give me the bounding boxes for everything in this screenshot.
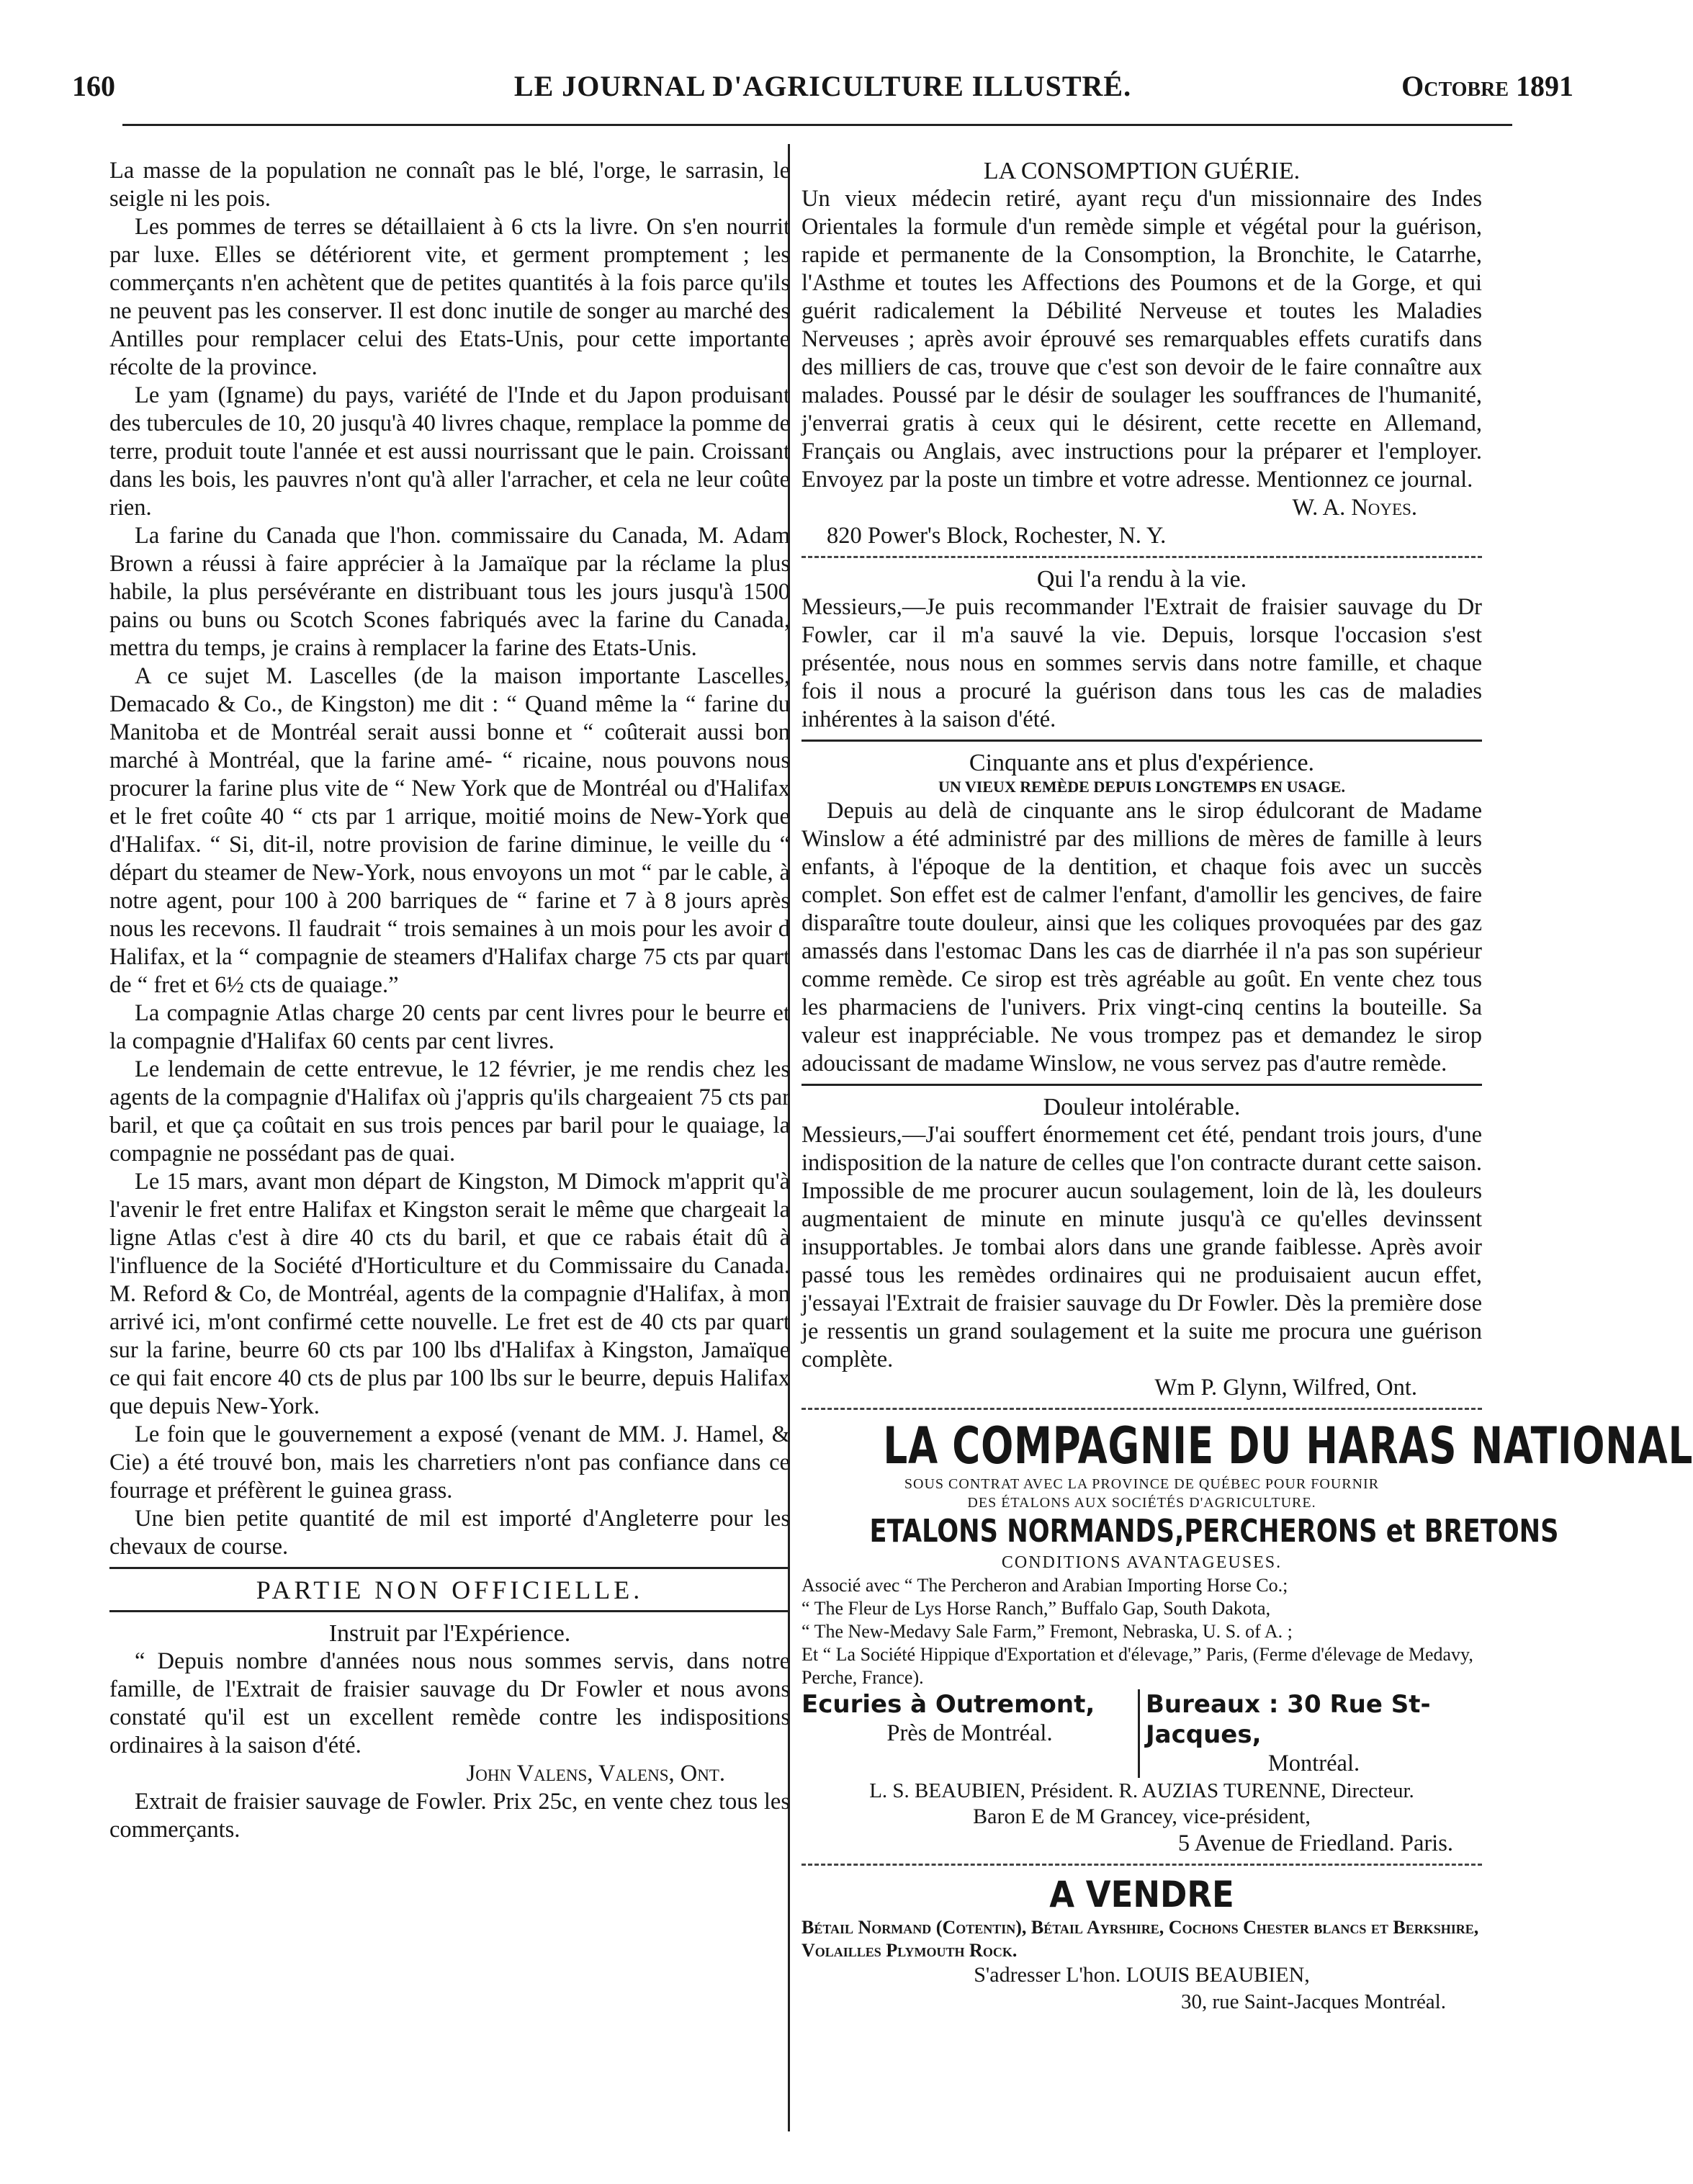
journal-title: LE JOURNAL D'AGRICULTURE ILLUSTRÉ. bbox=[513, 70, 1132, 102]
page-header bbox=[72, 69, 1573, 105]
ad-signature: Wm P. Glynn, Wilfred, Ont. bbox=[1154, 1375, 1417, 1401]
section-title: PARTIE NON OFFICIELLE. bbox=[256, 1576, 644, 1604]
ad-haras-bureaux-sub: Montréal. bbox=[1267, 1751, 1360, 1776]
paragraph: Le foin que le gouvernement a exposé (venant de MM. J. Hamel, & Cie) a été trouvé bon, mais les charretiers n'ont pas confiance dans ce fourrage et préfèrent le guinea grass. bbox=[109, 1421, 790, 1504]
ad-signature: John Valens, Valens, Ont. bbox=[466, 1761, 725, 1787]
ad-haras-bureaux-title: Bureaux : 30 Rue St-Jacques, bbox=[1146, 1690, 1431, 1749]
ad-haras-association: Et “ La Société Hippique d'Exportation et d'élevage,” Paris, (Ferme d'élevage de Medavy, Perche, France). bbox=[801, 1644, 1473, 1688]
ad-heading: Qui l'a rendu à la vie. bbox=[1036, 566, 1247, 593]
paragraph: Les pommes de terres se détaillaient à 6 cts la livre. On s'en nourrit par luxe. Elles se détériorent vite, et germent promptement ; les commerçants n'en achètent que de petites quantités à la fois parce qu'ils ne peuvent pas les conserver. Il est donc inutile de songer au marché des Antilles pour remplacer celui des Etats-Unis, pour cette importante récolte de la province. bbox=[109, 214, 790, 380]
separator bbox=[801, 1408, 1482, 1410]
separator bbox=[109, 1610, 790, 1612]
separator bbox=[801, 1864, 1482, 1866]
ad-vendre-title: A VENDRE bbox=[1049, 1874, 1234, 1915]
ad-text: Depuis au delà de cinquante ans le sirop édulcorant de Madame Winslow a été administré par des millions de mères de famille à leurs enfants, à l'époque de la dentition, et chaque fois avec un succès complet. Son effet est de calmer l'enfant, d'amollir les gencives, de faire disparaître toute douleur, ainsi que les coliques provoquées par des gaz amassés dans l'estomac Dans les cas de diarrhée il n'a pas son supérieur comme remède. Ce sirop est très agréable au goût. En vente chez tous les pharmaciens de l'univers. Prix vingt-cinq centins la bouteille. Sa valeur est inappréciable. Ne vous trompez pas et demandez le sirop adoucissant de madame Winslow, ne vous servez pas d'autre remède. bbox=[801, 798, 1482, 1077]
ad-subheading: UN VIEUX REMÈDE DEPUIS LONGTEMPS EN USAGE. bbox=[938, 778, 1345, 796]
ad-text: Messieurs,—J'ai souffert énormement cet été, pendant trois jours, d'une indisposition de la nature de celles que l'on contracte durant cette saison. Impossible de me procurer aucun soulagement, loin de là, les douleurs augmentaient de minute en minute jusqu'à ce qu'elles devinssent insupportables. Je tombai alors dans une grande faiblesse. Après avoir passé tous les remèdes ordinaires qui ne produisaient aucun effet, j'essayai l'Extrait de fraisier sauvage du Dr Fowler. Dès la première dose je ressentis un grand soulagement et la suite me procura une guérison complète. bbox=[801, 1122, 1482, 1372]
ad-haras-subtitle: DES ÉTALONS AUX SOCIÉTÉS D'AGRICULTURE. bbox=[967, 1495, 1316, 1511]
ad-text: Messieurs,—Je puis recommander l'Extrait de fraisier sauvage du Dr Fowler, car il m'a sauvé la vie. Depuis, lorsque l'occasion s'est présentée, nous nous en sommes servis dans notre famille, et chaque fois il nous a procuré la guérison dans tous les cas de maladies inhérentes à la saison d'été. bbox=[801, 594, 1482, 732]
paragraph: La compagnie Atlas charge 20 cents par cent livres pour le beurre et la compagnie d'Halifax 60 cents par cent livres. bbox=[109, 1000, 790, 1054]
ad-haras-subtitle: SOUS CONTRAT AVEC LA PROVINCE DE QUÉBEC POUR FOURNIR bbox=[904, 1476, 1380, 1492]
ad-text: “ Depuis nombre d'années nous nous sommes servis, dans notre famille, de l'Extrait de fraisier sauvage du Dr Fowler et nous avons constaté qu'il est un excellent remède contre les indispositions ordinaires à la saison d'été. bbox=[109, 1648, 790, 1758]
ad-haras-bureaux bbox=[1138, 1689, 1482, 1778]
header-rule bbox=[122, 124, 1512, 126]
separator bbox=[109, 1567, 790, 1569]
separator bbox=[801, 556, 1482, 558]
ad-haras-association: “ The New-Medavy Sale Farm,” Fremont, Nebraska, U. S. of A. ; bbox=[801, 1621, 1293, 1642]
ad-text: Un vieux médecin retiré, ayant reçu d'un missionnaire des Indes Orientales la formule d'un remède simple et végétal pour la guérison, rapide et permanente de la Consomption, la Bronchite, le Catarrhe, l'Asthme et toutes les Affections des Poumons et de la Gorge, et qui guérit radicalement la Débilité Nerveuse et toutes les Maladies Nerveuses ; après avoir éprouvé ses remarquables effets curatifs dans des milliers de cas, trouve que c'est son devoir de le faire connaître aux malades. Poussé par le désir de soulager les souffrances de l'humanité, j'enverrai gratis à ceux qui le désirent, cette recette en Allemand, Français ou Anglais, avec instructions pour la préparer et l'employer. Envoyez par la poste un timbre et votre adresse. Mentionnez ce journal. bbox=[801, 186, 1482, 493]
ad-address: 820 Power's Block, Rochester, N. Y. bbox=[827, 523, 1167, 549]
ad-signature: W. A. Noyes. bbox=[1292, 495, 1417, 521]
ad-haras-ecuries bbox=[801, 1689, 1138, 1778]
ad-vendre-text: Bétail Normand (Cotentin), Bétail Ayrshire, Cochons Chester blancs et Berkshire, Volailles Plymouth Rock. bbox=[801, 1917, 1479, 1961]
paragraph: Une bien petite quantité de mil est importé d'Angleterre pour les chevaux de course. bbox=[109, 1506, 790, 1560]
ad-haras-association: Associé avec “ The Percheron and Arabian Importing Horse Co.; bbox=[801, 1575, 1288, 1596]
separator bbox=[801, 1084, 1482, 1086]
ad-vendre-address: 30, rue Saint-Jacques Montréal. bbox=[1180, 1990, 1446, 2013]
ad-heading: Cinquante ans et plus d'expérience. bbox=[969, 750, 1315, 776]
paragraph: A ce sujet M. Lascelles (de la maison importante Lascelles, Demacado & Co., de Kingston) me dit : “ Quand même la “ farine du Manitoba et de Montréal serait aussi bonne et “ coûterait aussi bon marché à Montréal, que la farine amé- “ ricaine, nous pouvons nous procurer la farine plus vite de “ New York que de Montréal ou d'Halifax et le fret coûte 40 “ cts par 1 arrique, moitié moins de New-York que d'Halifax. “ Si, dit-il, notre provision de farine diminue, le veille du “ départ du steamer de New-York, nous envoyons un mot “ par le cable, à notre agent, pour 100 à 200 barriques de “ farine et 7 à 8 jours après nous les recevons. Il faudrait “ trois semaines à un mois pour les avoir d Halifax, et la “ compagnie de steamers d'Halifax charge 75 cts par quart de “ fret et 6½ cts de quaiage.” bbox=[109, 663, 790, 998]
ad-haras-etalons: ETALONS NORMANDS,PERCHERONS et BRETONS bbox=[869, 1513, 1559, 1550]
ad-haras-conditions: CONDITIONS AVANTAGEUSES. bbox=[1001, 1553, 1283, 1572]
ad-vendre-contact: S'adresser L'hon. LOUIS BEAUBIEN, bbox=[974, 1963, 1310, 1987]
paragraph: Le lendemain de cette entrevue, le 12 février, je me rendis chez les agents de la compagnie d'Halifax où j'appris qu'ils chargeaient 75 cts par baril, et que ça coûtait en sus trois pences par baril pour le quaiage, la compagnie ne possédant pas de quai. bbox=[109, 1056, 790, 1167]
paragraph: Le yam (Igname) du pays, variété de l'Inde et du Japon produisant des tubercules de 10, 20 jusqu'à 40 livres chaque, remplace la pomme de terre, produit toute l'année et est aussi nourrissant que le pain. Croissant dans les bois, les pauvres n'ont qu'à aller l'arracher, et cela ne leur coûte rien. bbox=[109, 382, 790, 521]
ad-heading: LA CONSOMPTION GUÉRIE. bbox=[983, 158, 1301, 184]
ad-haras-title: LA COMPAGNIE DU HARAS NATIONAL bbox=[883, 1416, 1693, 1475]
ad-haras-ecuries-title: Ecuries à Outremont, bbox=[801, 1690, 1095, 1719]
issue-date: Octobre 1891 bbox=[1401, 70, 1573, 102]
ad-heading: Douleur intolérable. bbox=[1043, 1094, 1241, 1120]
ad-haras-staff: 5 Avenue de Friedland. Paris. bbox=[1177, 1830, 1453, 1856]
left-column bbox=[109, 157, 790, 1844]
page-number: 160 bbox=[72, 70, 115, 102]
ad-footer: Extrait de fraisier sauvage de Fowler. Prix 25c, en vente chez tous les commerçants. bbox=[109, 1789, 790, 1843]
ad-haras-association: “ The Fleur de Lys Horse Ranch,” Buffalo Gap, South Dakota, bbox=[801, 1598, 1271, 1619]
ad-haras-ecuries-sub: Près de Montréal. bbox=[886, 1720, 1053, 1746]
paragraph: Le 15 mars, avant mon départ de Kingston, M Dimock m'apprit qu'à l'avenir le fret entre Halifax et Kingston serait le même que chargeait la ligne Atlas c'est à dire 40 cts du baril, et que ce rabais était dû à l'influence de la Société d'Horticulture et du Commissaire du Canada. M. Reford & Co, de Montréal, agents de la compagnie d'Halifax, à mon arrivé ici, m'ont confirmé cette nouvelle. Le fret est de 40 cts par quart sur la farine, beurre 60 cts par 100 lbs d'Halifax à Kingston, Jamaïque ce qui fait encore 40 cts de plus par 100 lbs sur le beurre, depuis Halifax que depuis New-York. bbox=[109, 1169, 790, 1419]
ad-haras-staff: L. S. BEAUBIEN, Président. R. AUZIAS TURENNE, Directeur. bbox=[869, 1779, 1414, 1802]
paragraph: La masse de la population ne connaît pas le blé, l'orge, le sarrasin, le seigle ni les pois. bbox=[109, 158, 790, 212]
ad-haras-staff: Baron E de M Grancey, vice-président, bbox=[973, 1805, 1311, 1828]
ad-haras-locations bbox=[801, 1689, 1482, 1778]
right-column bbox=[801, 157, 1693, 2016]
ad-heading: Instruit par l'Expérience. bbox=[328, 1620, 571, 1647]
separator bbox=[801, 740, 1482, 742]
paragraph: La farine du Canada que l'hon. commissaire du Canada, M. Adam Brown a réussi à faire apprécier à la Jamaïque par la réclame la plus habile, la plus persévérante en distribuant tous les jours jusqu'à 1500 pains ou buns ou Scotch Scones fabriqués avec la farine du Canada, mettra du temps, je crains à remplacer la farine des Etats-Unis. bbox=[109, 523, 790, 661]
